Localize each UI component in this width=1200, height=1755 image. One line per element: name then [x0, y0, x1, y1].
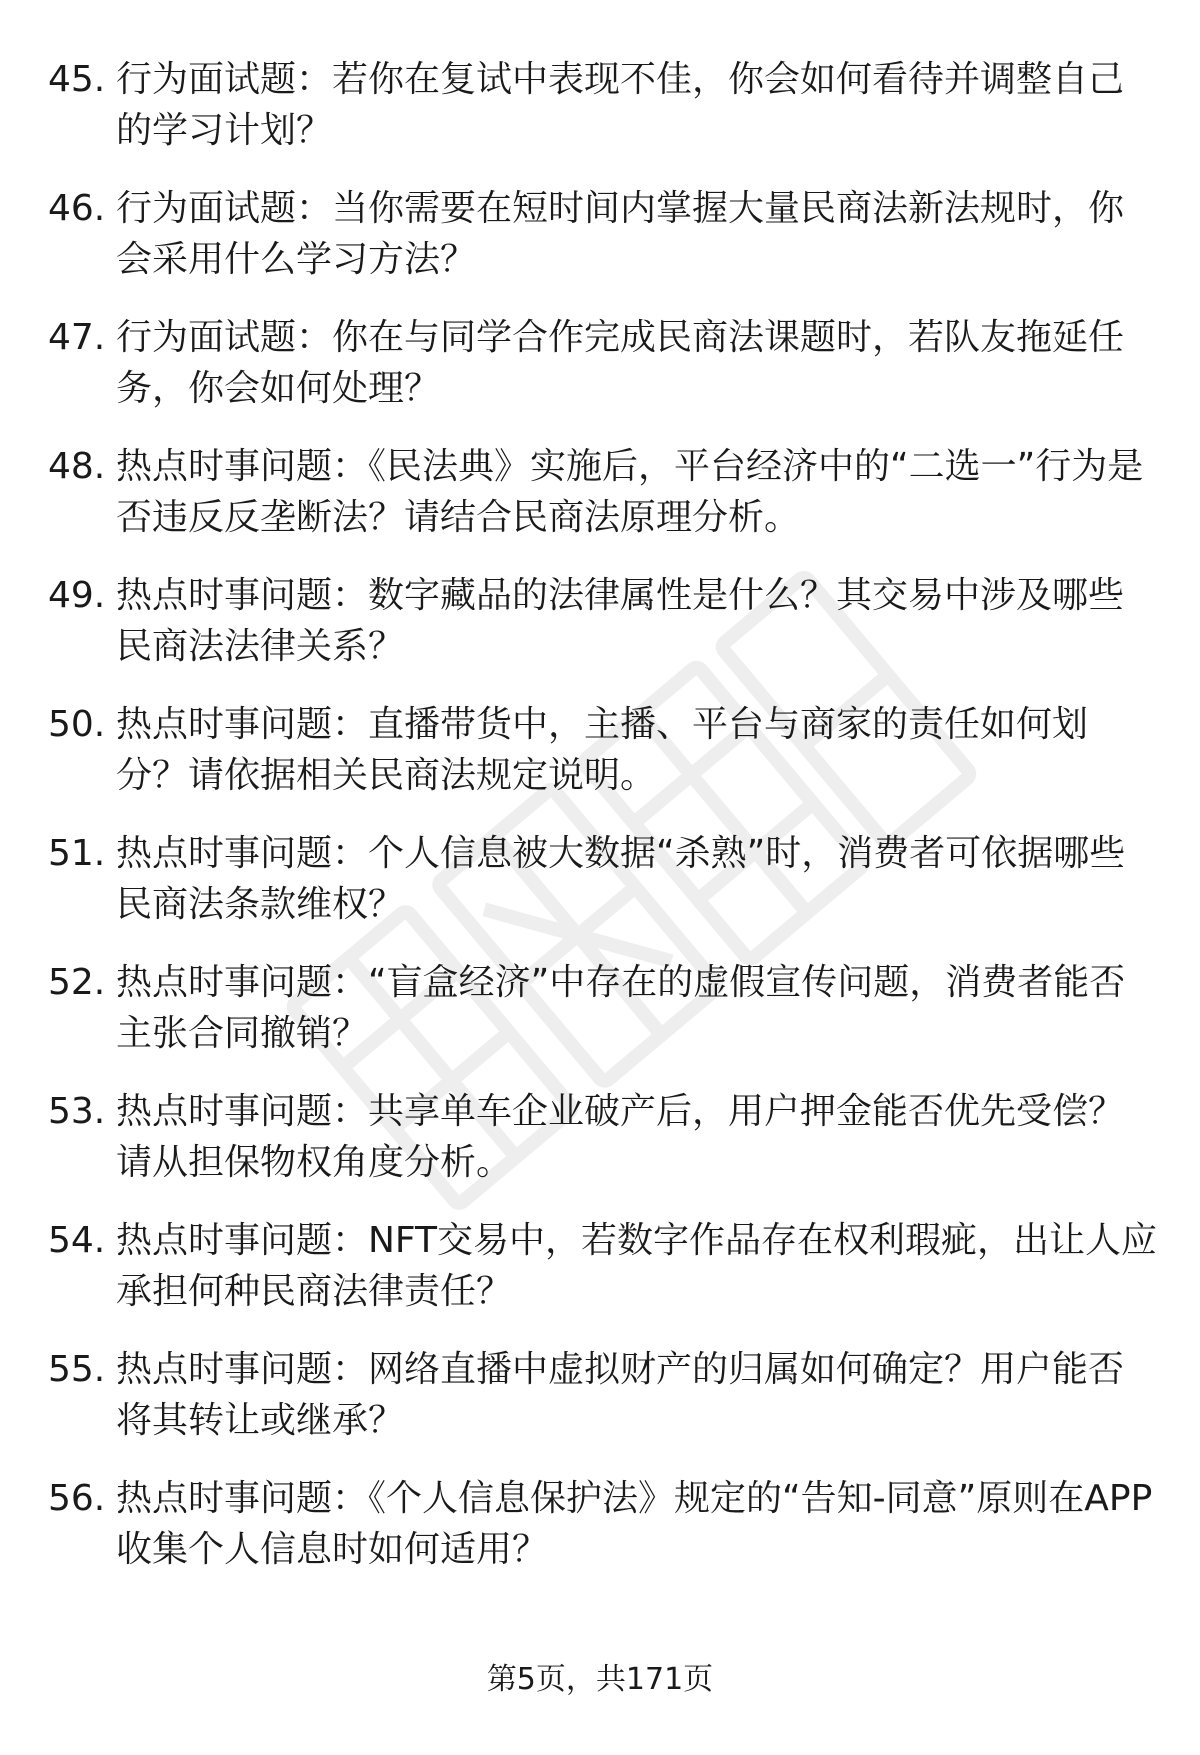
question-number: 55.: [48, 1349, 106, 1390]
question-number: 50.: [48, 704, 106, 745]
question-item: [48, 1215, 1158, 1317]
question-number: 48.: [48, 446, 106, 487]
question-list: [48, 54, 1158, 1602]
question-text: 行为面试题：当你需要在短时间内掌握大量民商法新法规时，你会采用什么学习方法？: [116, 188, 1125, 280]
question-number: 45.: [48, 59, 106, 100]
question-number: 51.: [48, 833, 106, 874]
question-number: 47.: [48, 317, 106, 358]
question-text: 热点时事问题：网络直播中虚拟财产的归属如何确定？用户能否将其转让或继承？: [116, 1349, 1125, 1441]
question-item: [48, 441, 1158, 543]
question-item: [48, 1473, 1158, 1575]
question-item: [48, 699, 1158, 801]
question-number: 53.: [48, 1091, 106, 1132]
question-item: [48, 1086, 1158, 1188]
question-item: [48, 570, 1158, 672]
question-number: 56.: [48, 1478, 106, 1519]
question-number: 52.: [48, 962, 106, 1003]
question-text: 热点时事问题：《民法典》实施后，平台经济中的“二选一”行为是否违反反垄断法？请结合民商法原理分析。: [116, 446, 1144, 538]
question-number: 49.: [48, 575, 106, 616]
question-number: 46.: [48, 188, 106, 229]
page-number-footer: 第5页，共171页: [486, 1662, 714, 1697]
question-text: 热点时事问题：直播带货中，主播、平台与商家的责任如何划分？请依据相关民商法规定说明。: [116, 704, 1089, 796]
question-text: 行为面试题：若你在复试中表现不佳，你会如何看待并调整自己的学习计划？: [116, 59, 1125, 151]
question-text: 热点时事问题：NFT交易中，若数字作品存在权利瑕疵，出让人应承担何种民商法律责任？: [116, 1220, 1157, 1312]
question-item: [48, 957, 1158, 1059]
question-text: 热点时事问题：数字藏品的法律属性是什么？其交易中涉及哪些民商法法律关系？: [116, 575, 1125, 667]
question-item: [48, 1344, 1158, 1446]
question-item: [48, 312, 1158, 414]
question-item: [48, 828, 1158, 930]
question-text: 热点时事问题：个人信息被大数据“杀熟”时，消费者可依据哪些民商法条款维权？: [116, 833, 1126, 925]
question-item: [48, 54, 1158, 156]
question-item: [48, 183, 1158, 285]
question-text: 热点时事问题：“盲盒经济”中存在的虚假宣传问题，消费者能否主张合同撤销？: [116, 962, 1126, 1054]
question-text: 热点时事问题：《个人信息保护法》规定的“告知-同意”原则在APP收集个人信息时如何适用？: [116, 1478, 1153, 1570]
question-text: 行为面试题：你在与同学合作完成民商法课题时，若队友拖延任务，你会如何处理？: [116, 317, 1125, 409]
question-number: 54.: [48, 1220, 106, 1261]
question-text: 热点时事问题：共享单车企业破产后，用户押金能否优先受偿？请从担保物权角度分析。: [116, 1091, 1125, 1183]
